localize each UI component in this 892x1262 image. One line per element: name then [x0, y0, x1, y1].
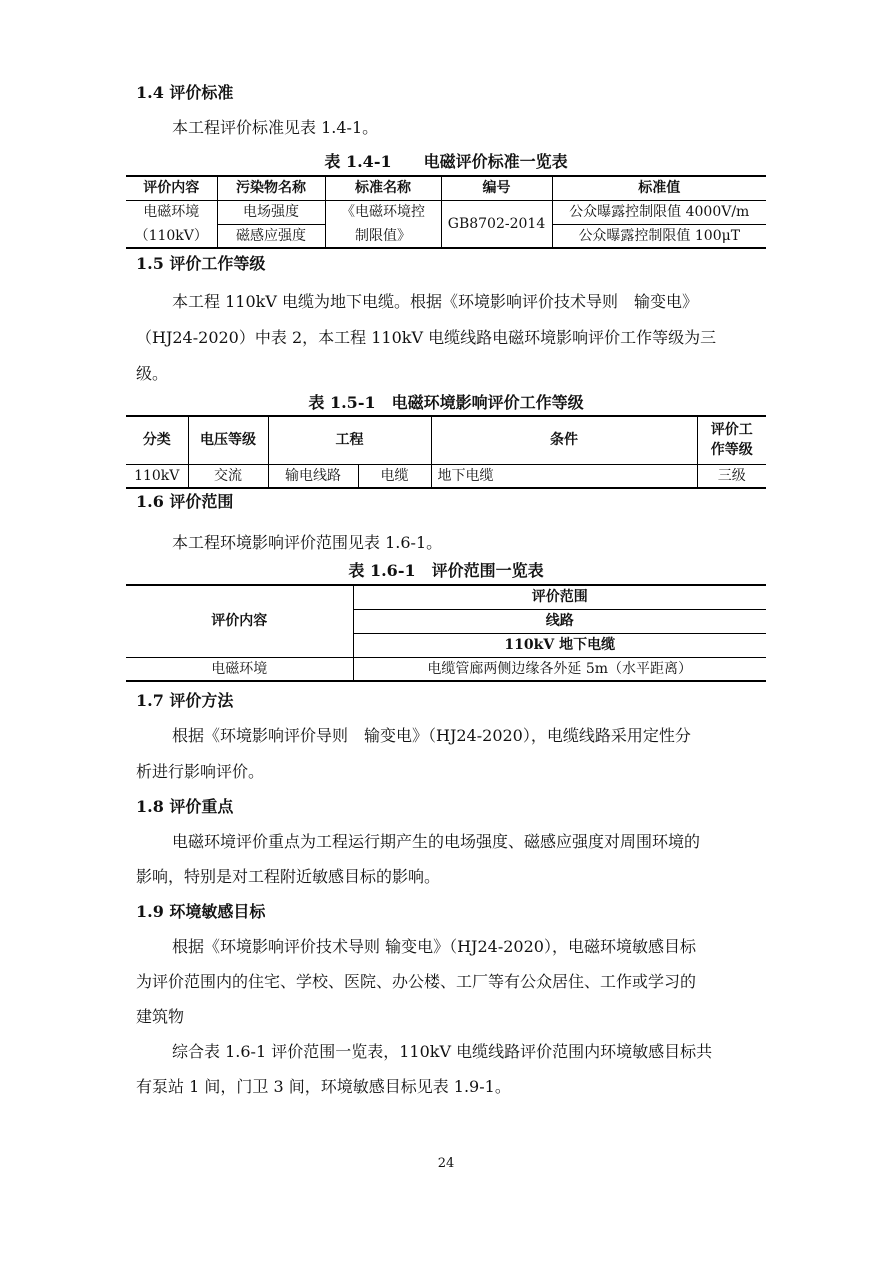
section-heading-1-4: 1.4 评价标准: [136, 83, 234, 102]
section-heading-1-7: 1.7 评价方法: [136, 691, 234, 710]
section-heading-1-5: 1.5 评价工作等级: [136, 254, 266, 273]
table-header-text: 作等级: [710, 442, 753, 459]
paragraph-1-4: 本工程评价标准见表 1.4-1。: [172, 118, 379, 137]
paragraph-line: 有泵站 1 间，门卫 3 间，环境敏感目标见表 1.9-1。: [136, 1077, 511, 1096]
table-cell: 地下电缆: [431, 464, 697, 488]
table-cell: 制限值》: [325, 224, 441, 248]
table-caption-1-4-1: 表 1.4-1 电磁评价标准一览表: [324, 152, 568, 171]
paragraph-line: 电磁环境评价重点为工程运行期产生的电场强度、磁感应强度对周围环境的: [172, 832, 701, 851]
paragraph-line: 影响，特别是对工程附近敏感目标的影响。: [136, 867, 441, 886]
table-cell: 交流: [188, 464, 268, 488]
paragraph-line: 本工程 110kV 电缆为地下电缆。根据《环境影响评价技术导则 输变电》: [172, 292, 698, 311]
table-cell: GB8702-2014: [441, 200, 552, 248]
table-cell: （110kV）: [126, 224, 217, 248]
table-cell: 电缆: [358, 464, 431, 488]
table-header-cell: 评价内容: [126, 176, 217, 200]
table-header-cell: 标准名称: [325, 176, 441, 200]
table-cell: 电场强度: [217, 200, 325, 224]
paragraph-line: 析进行影响评价。: [136, 762, 265, 781]
page-number: 24: [437, 1156, 455, 1171]
table-cell: 磁感应强度: [217, 224, 325, 248]
table-cell: 电磁环境: [126, 200, 217, 224]
paragraph-line: 建筑物: [136, 1007, 185, 1026]
paragraph-1-6: 本工程环境影响评价范围见表 1.6-1。: [172, 533, 443, 552]
paragraph-line: 根据《环境影响评价导则 输变电》（HJ24-2020），电缆线路采用定性分: [172, 726, 691, 745]
paragraph-line: （HJ24-2020）中表 2，本工程 110kV 电缆线路电磁环境影响评价工作等级为三: [136, 328, 717, 347]
table-header-cell: 分类: [126, 416, 188, 464]
section-heading-1-8: 1.8 评价重点: [136, 797, 234, 816]
table-header-cell: 工程: [268, 416, 431, 464]
table-header-cell: 标准值: [552, 176, 766, 200]
paragraph-line: 根据《环境影响评价技术导则 输变电》（HJ24-2020），电磁环境敏感目标: [172, 937, 696, 956]
table-cell: 电缆管廊两侧边缘各外延 5m（水平距离）: [353, 657, 766, 681]
table-cell: 110kV: [126, 464, 188, 488]
table-header-cell: 110kV 地下电缆: [353, 633, 766, 657]
table-cell: 输电线路: [268, 464, 358, 488]
table-1-6-1: [126, 584, 766, 682]
section-heading-1-6: 1.6 评价范围: [136, 492, 234, 511]
table-header-cell: 评价范围: [353, 585, 766, 609]
paragraph-line: 级。: [136, 364, 169, 383]
table-cell: 公众曝露控制限值 4000V/m: [552, 200, 766, 224]
table-caption-1-6-1: 表 1.6-1 评价范围一览表: [348, 561, 544, 580]
table-cell: 公众曝露控制限值 100μT: [552, 224, 766, 248]
table-header-text: 评价工: [710, 422, 753, 439]
table-header-cell: 电压等级: [188, 416, 268, 464]
paragraph-line: 为评价范围内的住宅、学校、医院、办公楼、工厂等有公众居住、工作或学习的: [136, 972, 697, 991]
table-1-5-1: [126, 415, 766, 489]
table-caption-1-5-1: 表 1.5-1 电磁环境影响评价工作等级: [308, 393, 584, 412]
table-header-cell: 条件: [431, 416, 697, 464]
section-heading-1-9: 1.9 环境敏感目标: [136, 902, 266, 921]
table-cell: 电磁环境: [126, 657, 353, 681]
table-header-cell: [697, 416, 766, 464]
table-cell: 《电磁环境控: [325, 200, 441, 224]
paragraph-line: 综合表 1.6-1 评价范围一览表，110kV 电缆线路评价范围内环境敏感目标共: [172, 1042, 713, 1061]
table-header-cell: 污染物名称: [217, 176, 325, 200]
table-cell: 三级: [697, 464, 766, 488]
table-header-cell: 编号: [441, 176, 552, 200]
table-header-cell: 评价内容: [126, 585, 353, 657]
table-1-4-1: [126, 175, 766, 249]
table-header-cell: 线路: [353, 609, 766, 633]
